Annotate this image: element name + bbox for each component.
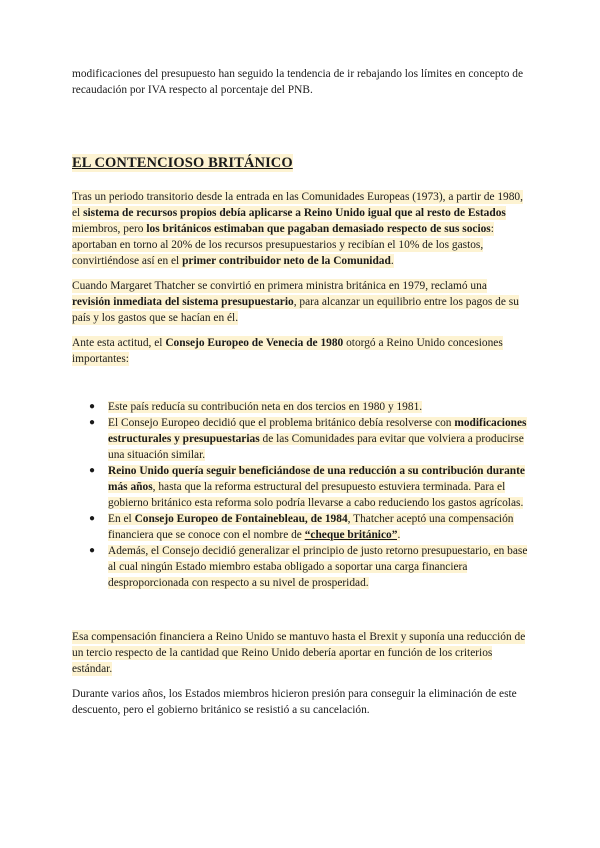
item4-text-c: , Thatcher aceptó una compensación financiera que se conoce con el nombre de (108, 513, 514, 541)
item2-text-c: de las Comunidades para evitar que volviera a producirse una situación similar. (108, 433, 524, 461)
item4-text-a: En el (108, 513, 135, 525)
p2-text-a: Cuando Margaret Thatcher se convirtió en primera ministra británica en 1979, reclamó una (72, 280, 487, 292)
paragraph-4 (72, 629, 528, 677)
item4-bold-cheque: “cheque británico” (304, 529, 398, 541)
item2-text-a: El Consejo Europeo decidió que el problema británico debía resolverse con (108, 417, 455, 429)
item1-text: Este país reducía su contribución neta en dos tercios en 1980 y 1981. (108, 401, 423, 413)
intro-paragraph (72, 66, 528, 98)
list-item (72, 543, 528, 591)
list-item (72, 415, 528, 463)
bullet-icon: ● (89, 401, 96, 412)
p2-text-c: , para alcanzar un equilibrio entre los pagos de su país y los gastos que se hacían en él. (72, 296, 519, 324)
document-page (72, 66, 528, 718)
item5-text: Además, el Consejo decidió generalizar el principio de justo retorno presupuestario, en base al cual ningún Estado miembro estaba obligado a soportar una carga financiera desproporcionada con respecto a su nivel de prosperidad. (108, 545, 528, 589)
p1-bold-recursos: sistema de recursos propios debía aplicarse a Reino Unido igual que al resto de Estados (83, 207, 506, 219)
p1-text-c: miembros, pero (72, 223, 147, 235)
paragraph-5 (72, 686, 528, 718)
p3-bold-venecia: Consejo Europeo de Venecia de 1980 (165, 337, 344, 349)
spacer (72, 269, 528, 278)
p5-text: Durante varios años, los Estados miembros hicieron presión para conseguir la eliminación de este descuento, pero el gobierno británico se resistió a su cancelación. (72, 688, 517, 716)
item4-bold-fontainebleau: Consejo Europeo de Fontainebleau, de 1984 (134, 513, 348, 525)
p3-text-c: otorgó a Reino Unido concesiones importantes: (72, 337, 503, 365)
list-item (72, 511, 528, 543)
p1-text-a: Tras un periodo transitorio desde la entrada en las Comunidades Europeas (1973), a partir de 1980, el (72, 191, 523, 219)
p3-text-a: Ante esta actitud, el (72, 337, 166, 349)
item3-bold: Reino Unido quería seguir beneficiándose de una reducción a su contribución durante más años (108, 465, 525, 493)
p1-text-g: . (390, 255, 394, 267)
spacer (72, 172, 528, 189)
bullet-icon: ● (89, 417, 96, 428)
paragraph-2 (72, 278, 528, 326)
paragraph-3 (72, 335, 528, 367)
p1-bold-britanicos: los británicos estimaban que pagaban demasiado respecto de sus socios (146, 223, 491, 235)
intro-text: modificaciones del presupuesto han seguido la tendencia de ir rebajando los límites en concepto de recaudación por IVA respecto al porcentaje del PNB. (72, 68, 524, 96)
bullet-icon: ● (89, 513, 96, 524)
spacer (72, 326, 528, 335)
item3-text-b: , hasta que la reforma estructural del presupuesto estuviera terminada. Para el gobierno británico esta reforma solo podría llevarse a cabo reduciendo los gastos agrícolas. (108, 481, 524, 509)
item4-text-e: . (397, 529, 401, 541)
p1-bold-contribuidor: primer contribuidor neto de la Comunidad (182, 255, 391, 267)
spacer (72, 677, 528, 686)
spacer (72, 98, 528, 154)
spacer (72, 591, 528, 629)
bullet-icon: ● (89, 465, 96, 476)
list-item (72, 399, 528, 415)
concessions-list (72, 399, 528, 591)
spacer (72, 367, 528, 399)
p2-bold-revision: revisión inmediata del sistema presupuestario (72, 296, 294, 308)
list-item (72, 463, 528, 511)
bullet-icon: ● (89, 545, 96, 556)
item2-bold: modificaciones estructurales y presupuestarias (108, 417, 527, 445)
p1-text-e: : aportaban en torno al 20% de los recursos presupuestarios y recibían el 10% de los gastos, convirtiéndose así en el (72, 223, 494, 267)
p4-text: Esa compensación financiera a Reino Unido se mantuvo hasta el Brexit y suponía una reducción de un tercio respecto de la cantidad que Reino Unido debería aportar en función de los criterios estándar. (72, 631, 526, 675)
paragraph-1 (72, 189, 528, 269)
section-title: EL CONTENCIOSO BRITÁNICO (72, 155, 293, 171)
